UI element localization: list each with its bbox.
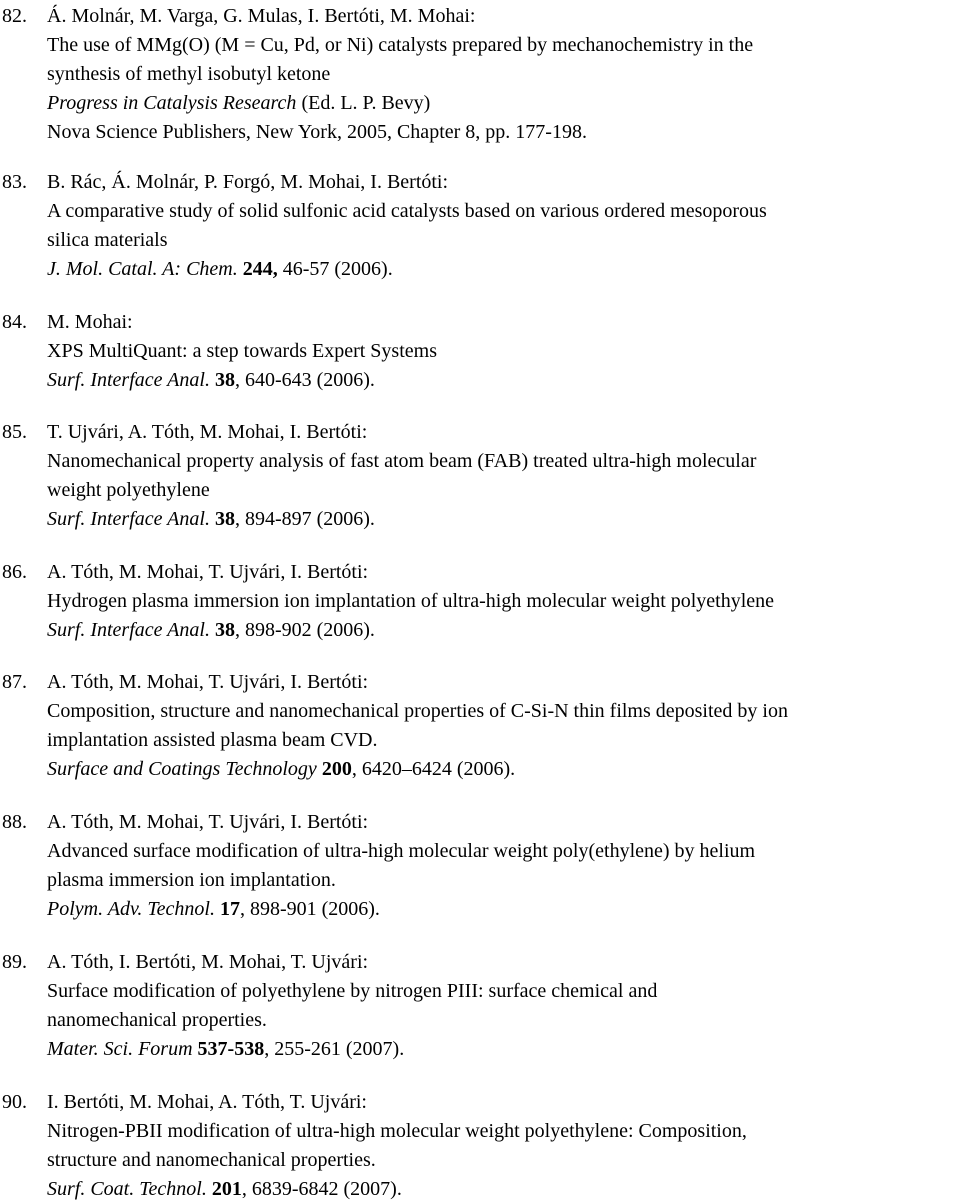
journal-volume: 38	[214, 508, 235, 530]
reference-title-line: Surface modification of polyethylene by nitrogen PIII: surface chemical and	[47, 980, 658, 1002]
journal-name: J. Mol. Catal. A: Chem.	[47, 258, 238, 280]
reference-source	[47, 1035, 404, 1064]
reference-title-line: The use of MMg(O) (M = Cu, Pd, or Ni) catalysts prepared by mechanochemistry in the	[47, 34, 754, 56]
journal-pages: , 255-261 (2007).	[264, 1038, 405, 1060]
journal-name: Surface and Coatings Technology	[47, 758, 317, 780]
reference-title-line: structure and nanomechanical properties.	[47, 1149, 376, 1171]
reference-authors: A. Tóth, M. Mohai, T. Ujvári, I. Bertóti:	[47, 561, 369, 583]
journal-name: Surf. Interface Anal.	[47, 369, 210, 391]
reference-source	[47, 616, 375, 645]
reference-authors: A. Tóth, M. Mohai, T. Ujvári, I. Bertóti:	[47, 811, 369, 833]
reference-publisher: Nova Science Publishers, New York, 2005, Chapter 8, pp. 177-198.	[47, 121, 587, 143]
reference-title-line: Advanced surface modification of ultra-high molecular weight poly(ethylene) by helium	[47, 840, 756, 862]
reference-title-line: Composition, structure and nanomechanical properties of C-Si-N thin films deposited by ion	[47, 700, 788, 722]
reference-title-line: XPS MultiQuant: a step towards Expert Systems	[47, 340, 437, 362]
reference-authors: Á. Molnár, M. Varga, G. Mulas, I. Bertóti, M. Mohai:	[47, 5, 476, 27]
reference-source	[47, 755, 515, 784]
reference-number: 82.	[2, 5, 27, 27]
journal-name: Polym. Adv. Technol.	[47, 898, 215, 920]
reference-number: 89.	[2, 951, 27, 973]
reference-authors: T. Ujvári, A. Tóth, M. Mohai, I. Bertóti:	[47, 421, 368, 443]
reference-title-line: A comparative study of solid sulfonic acid catalysts based on various ordered mesoporous	[47, 200, 767, 222]
reference-title-line: nanomechanical properties.	[47, 1009, 267, 1031]
reference-authors: A. Tóth, M. Mohai, T. Ujvári, I. Bertóti:	[47, 671, 369, 693]
journal-volume: 244,	[242, 258, 278, 280]
journal-volume: 17	[219, 898, 240, 920]
reference-number: 83.	[2, 171, 27, 193]
reference-number: 85.	[2, 421, 27, 443]
journal-volume: 38	[214, 619, 235, 641]
reference-authors: B. Rác, Á. Molnár, P. Forgó, M. Mohai, I. Bertóti:	[47, 171, 449, 193]
reference-number: 84.	[2, 311, 27, 333]
reference-source	[47, 89, 430, 118]
journal-pages: , 640-643 (2006).	[234, 369, 375, 391]
reference-number: 87.	[2, 671, 27, 693]
reference-authors: I. Bertóti, M. Mohai, A. Tóth, T. Ujvári:	[47, 1091, 367, 1113]
book-title: Progress in Catalysis Research	[47, 92, 297, 114]
reference-number: 86.	[2, 561, 27, 583]
reference-authors: M. Mohai:	[47, 311, 133, 333]
reference-source	[47, 255, 393, 284]
reference-number: 90.	[2, 1091, 27, 1113]
reference-title-line: silica materials	[47, 229, 168, 251]
journal-name: Surf. Interface Anal.	[47, 619, 210, 641]
journal-pages: , 6839-6842 (2007).	[241, 1178, 402, 1200]
journal-pages: , 6420–6424 (2006).	[351, 758, 516, 780]
journal-pages: , 898-902 (2006).	[234, 619, 375, 641]
journal-pages: , 898-901 (2006).	[239, 898, 380, 920]
reference-source	[47, 505, 375, 534]
journal-name: Surf. Coat. Technol.	[47, 1178, 207, 1200]
reference-title-line: weight polyethylene	[47, 479, 210, 501]
reference-title-line: implantation assisted plasma beam CVD.	[47, 729, 378, 751]
journal-volume: 537-538	[197, 1038, 265, 1060]
reference-source	[47, 366, 375, 395]
journal-name: Mater. Sci. Forum	[47, 1038, 193, 1060]
reference-title-line: Hydrogen plasma immersion ion implantation of ultra-high molecular weight polyethylene	[47, 590, 775, 612]
reference-title-line: Nanomechanical property analysis of fast atom beam (FAB) treated ultra-high molecular	[47, 450, 757, 472]
journal-volume: 201	[211, 1178, 242, 1200]
reference-number: 88.	[2, 811, 27, 833]
reference-source	[47, 895, 380, 924]
journal-pages: , 894-897 (2006).	[234, 508, 375, 530]
reference-authors: A. Tóth, I. Bertóti, M. Mohai, T. Ujvári:	[47, 951, 369, 973]
journal-pages: 46-57 (2006).	[282, 258, 393, 280]
journal-name: Surf. Interface Anal.	[47, 508, 210, 530]
book-editor: (Ed. L. P. Bevy)	[296, 92, 431, 114]
reference-title-line: synthesis of methyl isobutyl ketone	[47, 63, 331, 85]
journal-volume: 38	[214, 369, 235, 391]
reference-source	[47, 1175, 402, 1204]
journal-volume: 200	[321, 758, 352, 780]
reference-title-line: plasma immersion ion implantation.	[47, 869, 336, 891]
reference-title-line: Nitrogen-PBII modification of ultra-high molecular weight polyethylene: Composition,	[47, 1120, 747, 1142]
